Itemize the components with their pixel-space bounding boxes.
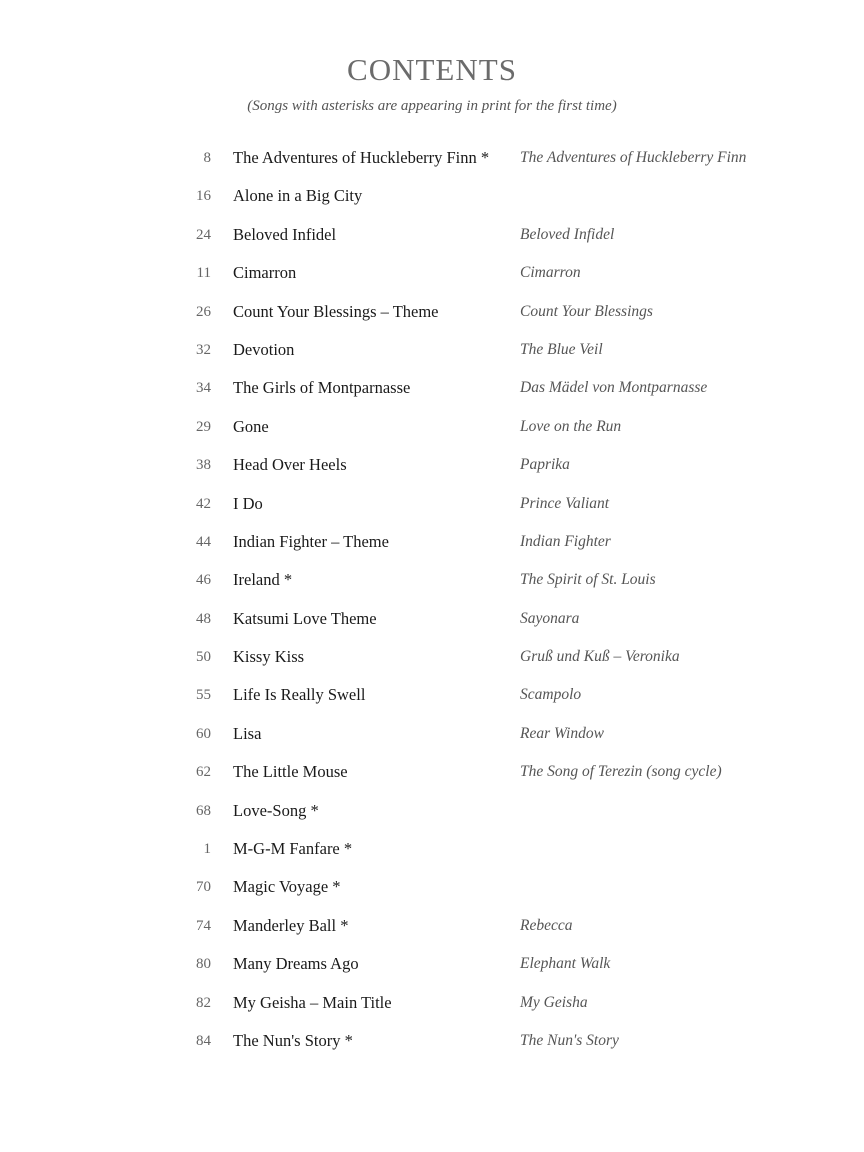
toc-entry	[0, 985, 864, 1023]
toc-entry	[0, 1023, 864, 1061]
film-title: Rear Window	[520, 724, 604, 742]
song-title: The Girls of Montparnasse	[233, 378, 411, 398]
song-title: Alone in a Big City	[233, 186, 363, 206]
song-title: The Adventures of Huckleberry Finn *	[233, 148, 490, 167]
contents-list	[0, 140, 864, 1061]
page-number: 1	[203, 841, 211, 858]
film-title: Indian Fighter	[520, 532, 611, 550]
song-title: Lisa	[233, 723, 262, 743]
song-title: Count Your Blessings – Theme	[233, 301, 439, 321]
page-number: 55	[196, 687, 211, 704]
film-title: The Nun's Story	[520, 1031, 619, 1049]
film-title: Count Your Blessings	[520, 302, 653, 320]
film-title: The Song of Terezin (song cycle)	[520, 763, 722, 781]
toc-entry	[0, 946, 864, 984]
toc-entry	[0, 562, 864, 600]
film-title: Cimarron	[520, 264, 581, 282]
toc-entry	[0, 793, 864, 831]
toc-entry	[0, 332, 864, 370]
page-number: 62	[196, 764, 211, 781]
toc-entry	[0, 831, 864, 869]
film-title: Sayonara	[520, 609, 580, 627]
song-title: Cimarron	[233, 263, 297, 283]
page-number: 8	[203, 150, 211, 166]
toc-entry	[0, 255, 864, 293]
page-number: 70	[196, 879, 211, 896]
page-number: 84	[196, 1032, 211, 1049]
page-number: 42	[196, 495, 211, 512]
page-title: CONTENTS	[347, 52, 517, 87]
song-title: Many Dreams Ago	[233, 954, 359, 974]
toc-entry	[0, 639, 864, 677]
page-number: 48	[196, 610, 211, 627]
toc-entry	[0, 178, 864, 216]
page-number: 16	[196, 188, 211, 205]
song-title: Gone	[233, 416, 269, 436]
song-title: Manderley Ball *	[233, 915, 349, 935]
film-title: The Spirit of St. Louis	[520, 571, 656, 589]
page-number: 29	[196, 418, 211, 435]
song-title: Indian Fighter – Theme	[233, 531, 389, 551]
song-title: Life Is Really Swell	[233, 685, 366, 705]
toc-entry	[0, 754, 864, 792]
page-number: 11	[196, 265, 211, 282]
film-title: Scampolo	[520, 686, 582, 704]
toc-entry	[0, 524, 864, 562]
toc-entry	[0, 140, 864, 178]
toc-entry	[0, 409, 864, 447]
toc-entry	[0, 486, 864, 524]
song-title: M-G-M Fanfare *	[233, 839, 353, 859]
page-number: 74	[196, 917, 211, 934]
song-title: I Do	[233, 493, 263, 513]
film-title: Beloved Infidel	[520, 225, 615, 243]
page-number: 60	[196, 725, 211, 742]
film-title: Paprika	[520, 456, 570, 474]
toc-entry	[0, 869, 864, 907]
film-title: The Adventures of Huckleberry Finn	[520, 149, 747, 166]
page-number: 50	[196, 649, 211, 666]
toc-entry	[0, 716, 864, 754]
toc-entry	[0, 908, 864, 946]
film-title: Prince Valiant	[520, 494, 610, 512]
toc-entry	[0, 217, 864, 255]
song-title: Kissy Kiss	[233, 647, 305, 667]
film-title: Rebecca	[520, 916, 573, 934]
song-title: Katsumi Love Theme	[233, 608, 377, 628]
song-title: Ireland *	[233, 570, 293, 590]
film-title: Elephant Walk	[520, 955, 611, 973]
toc-entry	[0, 294, 864, 332]
page-number: 38	[196, 457, 211, 474]
page-number: 80	[196, 956, 211, 973]
page-number: 32	[196, 341, 211, 358]
song-title: Beloved Infidel	[233, 224, 337, 244]
song-title: The Nun's Story *	[233, 1030, 353, 1050]
page-number: 82	[196, 994, 211, 1011]
song-title: Devotion	[233, 339, 295, 359]
film-title: The Blue Veil	[520, 340, 603, 358]
song-title: Love-Song *	[233, 800, 319, 820]
song-title: The Little Mouse	[233, 762, 348, 782]
page-number: 34	[196, 380, 211, 397]
page-subtitle: (Songs with asterisks are appearing in print for the first time)	[247, 98, 617, 114]
film-title: My Geisha	[520, 993, 588, 1011]
song-title: My Geisha – Main Title	[233, 992, 392, 1012]
song-title: Head Over Heels	[233, 455, 347, 475]
page-number: 44	[196, 533, 211, 550]
film-title: Gruß und Kuß – Veronika	[520, 648, 680, 666]
toc-entry	[0, 601, 864, 639]
song-title: Magic Voyage *	[233, 877, 341, 897]
toc-entry	[0, 677, 864, 715]
page-number: 46	[196, 572, 211, 589]
page-number: 24	[196, 226, 211, 243]
toc-entry	[0, 447, 864, 485]
film-title: Das Mädel von Montparnasse	[520, 379, 708, 397]
toc-entry	[0, 370, 864, 408]
film-title: Love on the Run	[520, 417, 622, 435]
page-number: 68	[196, 802, 211, 819]
page-number: 26	[196, 303, 211, 320]
